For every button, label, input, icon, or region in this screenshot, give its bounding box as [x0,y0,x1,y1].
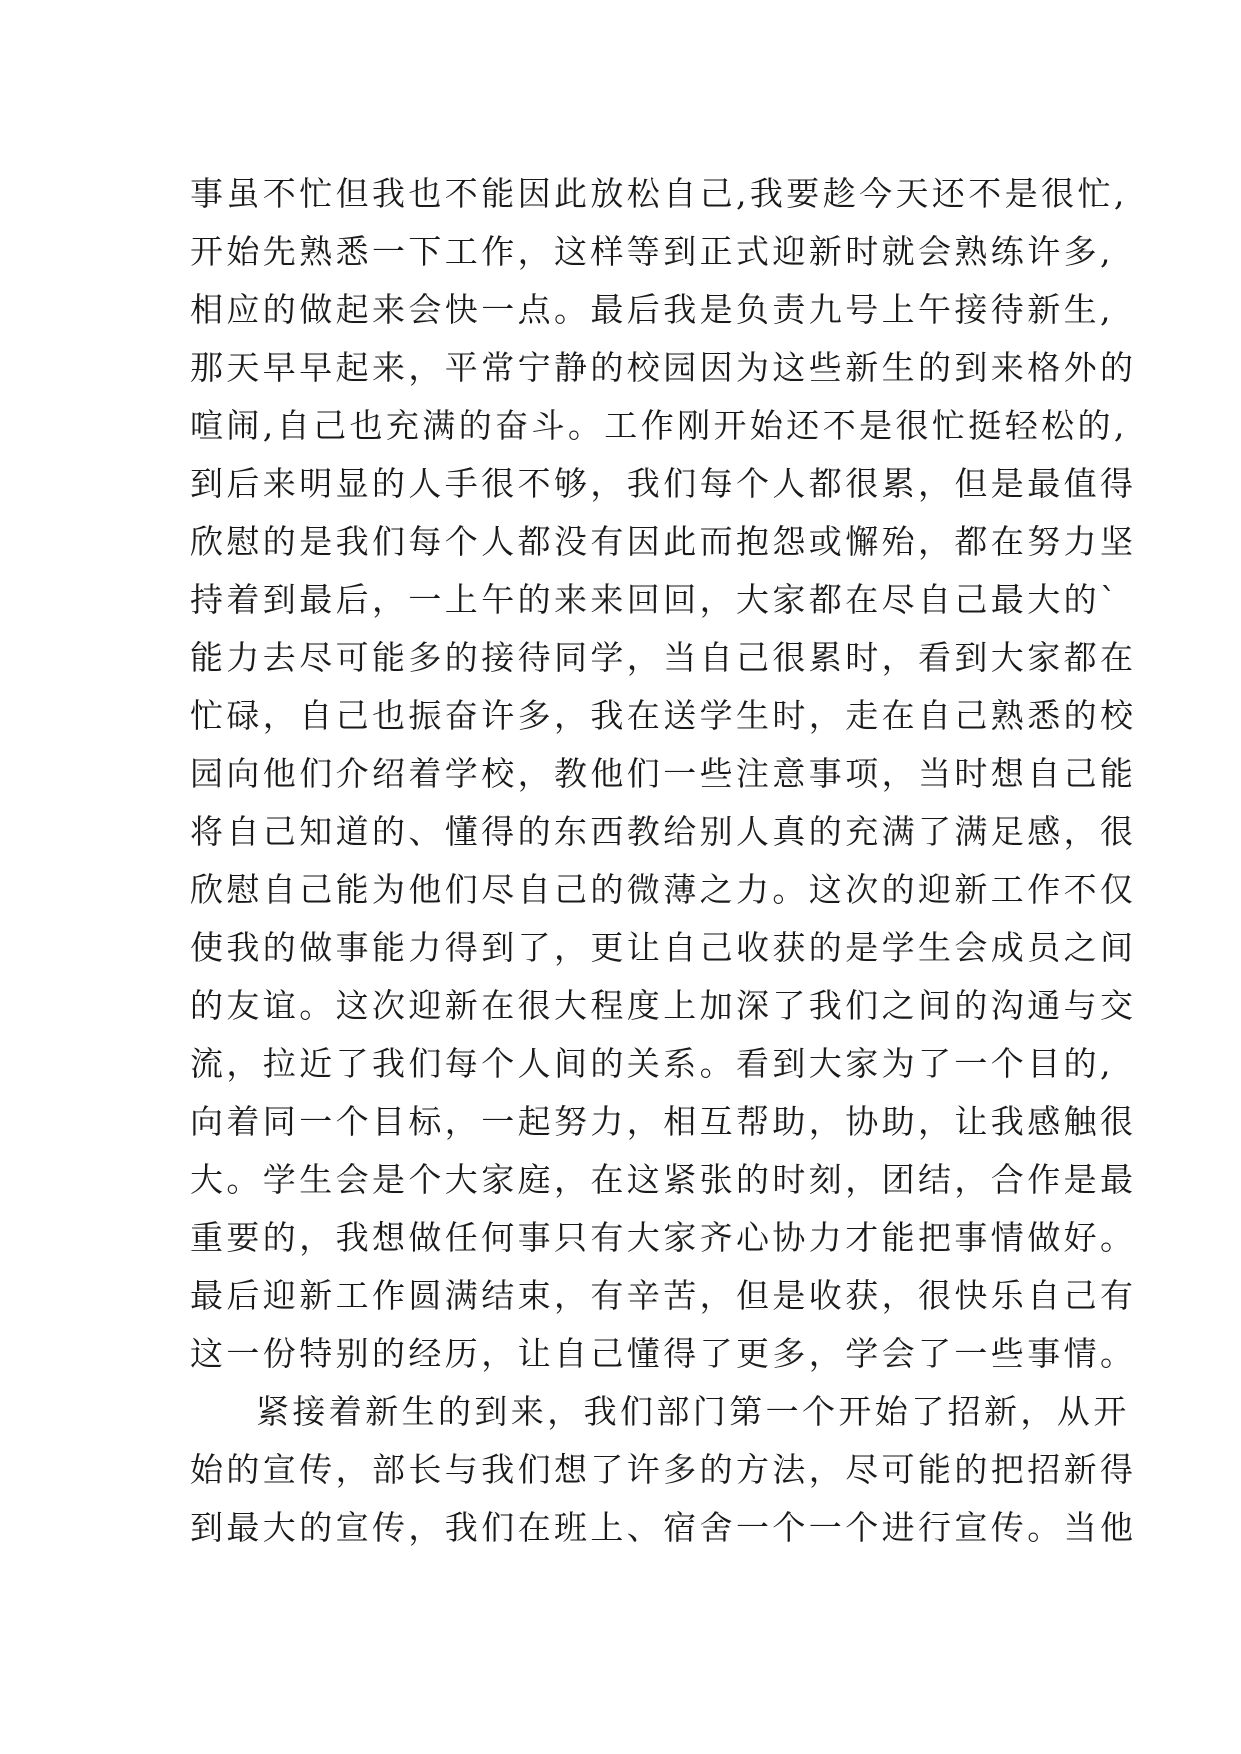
text-line: 能力去尽可能多的接待同学，当自己很累时，看到大家都在 [190,638,1137,677]
text-line: 流，拉近了我们每个人间的关系。看到大家为了一个目的, [190,1044,1114,1083]
body-text [190,165,1137,1557]
text-line: 的友谊。这次迎新在很大程度上加深了我们之间的沟通与交 [190,986,1137,1025]
text-line: 事虽不忙但我也不能因此放松自己,我要趁今天还不是很忙, [190,174,1128,213]
text-line: 始的宣传，部长与我们想了许多的方法，尽可能的把招新得 [190,1450,1137,1489]
text-line: 相应的做起来会快一点。最后我是负责九号上午接待新生, [190,290,1114,329]
text-line: 向着同一个目标，一起努力，相互帮助，协助，让我感触很 [190,1102,1137,1141]
text-line: 持着到最后，一上午的来来回回，大家都在尽自己最大的` [190,580,1120,619]
text-line: 重要的，我想做任何事只有大家齐心协力才能把事情做好。 [190,1218,1137,1257]
text-line: 到后来明显的人手很不够，我们每个人都很累，但是最值得 [190,464,1137,503]
paragraph-start-line: 紧接着新生的到来，我们部门第一个开始了招新，从开 [256,1392,1130,1431]
text-line: 欣慰自己能为他们尽自己的微薄之力。这次的迎新工作不仅 [190,870,1137,909]
text-line: 最后迎新工作圆满结束，有辛苦，但是收获，很快乐自己有 [190,1276,1137,1315]
text-line: 那天早早起来，平常宁静的校园因为这些新生的到来格外的 [190,348,1137,387]
text-line: 到最大的宣传，我们在班上、宿舍一个一个进行宣传。当他 [190,1508,1137,1547]
text-line: 喧闹,自己也充满的奋斗。工作刚开始还不是很忙挺轻松的, [190,406,1128,445]
text-line: 使我的做事能力得到了，更让自己收获的是学生会成员之间 [190,928,1137,967]
text-line: 园向他们介绍着学校，教他们一些注意事项，当时想自己能 [190,754,1137,793]
text-line: 忙碌，自己也振奋许多，我在送学生时，走在自己熟悉的校 [190,696,1137,735]
text-line: 开始先熟悉一下工作，这样等到正式迎新时就会熟练许多, [190,232,1114,271]
text-line: 大。学生会是个大家庭，在这紧张的时刻，团结，合作是最 [190,1160,1137,1199]
text-line: 这一份特别的经历，让自己懂得了更多，学会了一些事情。 [190,1334,1137,1373]
text-line: 欣慰的是我们每个人都没有因此而抱怨或懈殆，都在努力坚 [190,522,1137,561]
text-line: 将自己知道的、懂得的东西教给别人真的充满了满足感，很 [190,812,1137,851]
